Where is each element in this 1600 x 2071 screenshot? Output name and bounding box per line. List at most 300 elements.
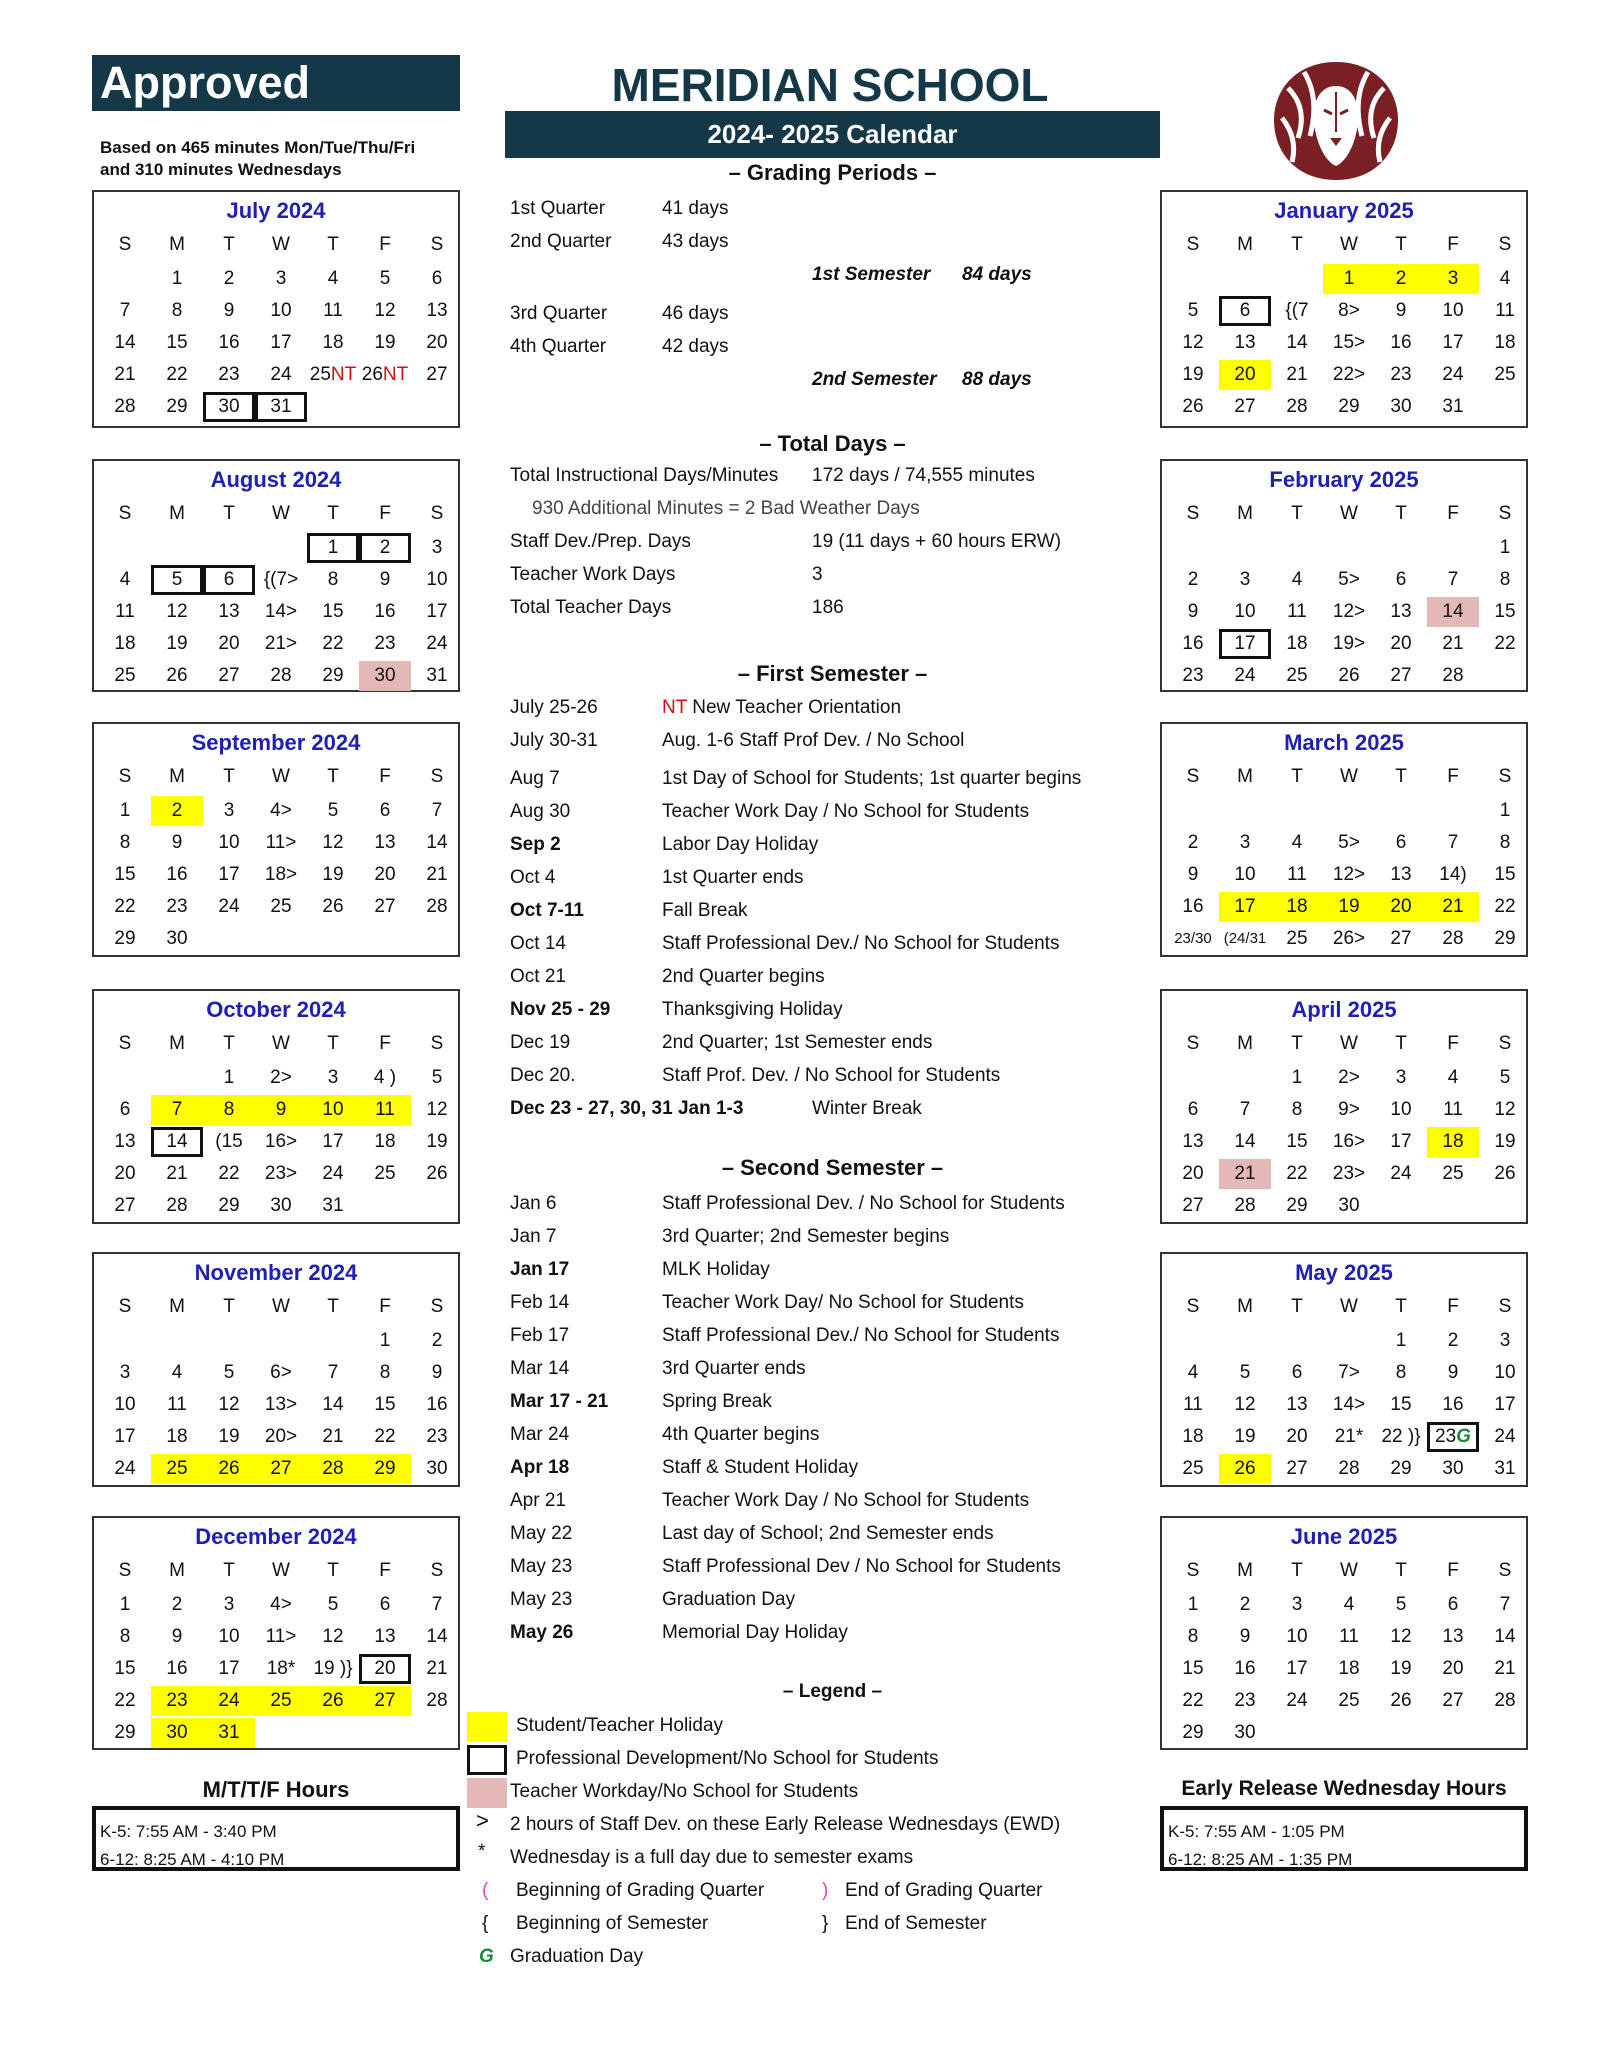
event-description: Labor Day Holiday	[662, 834, 819, 855]
day-cell: 12>	[1332, 864, 1366, 885]
day-cell: 10	[218, 832, 240, 853]
event-description: Spring Break	[662, 1391, 772, 1412]
day-cell: 1	[119, 1594, 131, 1615]
weekday-header: S	[118, 1296, 132, 1317]
day-cell: 19	[218, 1426, 240, 1447]
day-cell: 5	[223, 1362, 235, 1383]
day-cell: 19 )}	[313, 1658, 353, 1679]
total-value: 172 days / 74,555 minutes	[812, 465, 1035, 486]
day-cell: 8	[119, 832, 131, 853]
day-cell: 28	[1338, 1458, 1360, 1479]
day-cell: 29	[1338, 396, 1360, 417]
day-cell: 10	[1234, 601, 1256, 622]
day-cell: 27	[255, 1454, 307, 1484]
day-cell: 26	[166, 665, 188, 686]
day-cell: 26>	[1332, 928, 1366, 949]
day-cell: 20>	[264, 1426, 298, 1447]
legend-holiday-swatch	[467, 1712, 507, 1742]
q1-days: 41 days	[662, 198, 729, 219]
weekday-header: T	[1395, 1296, 1407, 1317]
event-date: Apr 18	[510, 1457, 570, 1478]
day-cell: 6	[379, 800, 391, 821]
event-description: 4th Quarter begins	[662, 1424, 820, 1445]
day-cell: 20	[359, 1654, 411, 1684]
day-cell: 29	[166, 396, 188, 417]
day-cell: 29	[1286, 1195, 1308, 1216]
day-cell: 14	[1427, 597, 1479, 627]
day-cell: 1	[119, 800, 131, 821]
weekday-header: S	[1186, 503, 1200, 524]
day-cell: 16	[1182, 896, 1204, 917]
day-cell: 16	[426, 1394, 448, 1415]
day-cell: 27	[374, 896, 396, 917]
day-cell: 23	[166, 896, 188, 917]
month-title: February 2025	[1269, 467, 1419, 492]
legend-close-paren-symbol: )	[822, 1880, 829, 1901]
day-cell: 5	[1499, 1067, 1511, 1088]
month-july-2024	[92, 190, 460, 428]
weekday-header: M	[169, 766, 185, 787]
day-cell: 8>	[1338, 300, 1360, 321]
erw-k5: K-5: 7:55 AM - 1:05 PM	[1168, 1822, 1345, 1841]
weekday-header: S	[1186, 234, 1200, 255]
month-march-2025	[1160, 722, 1528, 957]
day-cell: 23G	[1427, 1422, 1479, 1452]
month-august-2024	[92, 459, 460, 692]
day-cell: 4	[1343, 1594, 1355, 1615]
day-cell: 30	[166, 928, 188, 949]
weekday-header: T	[223, 1560, 235, 1581]
weekday-header: W	[272, 1560, 290, 1581]
event-date: Dec 19	[510, 1032, 571, 1053]
day-cell: 2	[223, 268, 235, 289]
day-cell: 7	[1499, 1594, 1511, 1615]
day-cell: 26NT	[361, 364, 409, 385]
day-cell: 9	[1187, 864, 1199, 885]
weekday-header: T	[1291, 766, 1303, 787]
erw-hours-title: Early Release Wednesday Hours	[1181, 1777, 1507, 1800]
day-cell: 22	[1494, 896, 1516, 917]
weekday-header: F	[1447, 1296, 1459, 1317]
day-cell: 28	[1442, 665, 1464, 686]
legend-begin-quarter: Beginning of Grading Quarter	[516, 1880, 765, 1901]
event-description: 1st Day of School for Students; 1st quarter begins	[662, 768, 1082, 789]
day-cell: 18	[166, 1426, 188, 1447]
day-cell: 9	[171, 1626, 183, 1647]
mttf-612: 6-12: 8:25 AM - 4:10 PM	[100, 1850, 285, 1869]
event-date: May 22	[510, 1523, 573, 1544]
q3-label: 3rd Quarter	[510, 303, 608, 324]
day-cell: 15	[322, 601, 344, 622]
day-cell: 16	[218, 332, 240, 353]
day-cell: 23	[1234, 1690, 1256, 1711]
weekday-header: F	[379, 234, 391, 255]
day-cell: 7	[119, 300, 131, 321]
basis-line1: Based on 465 minutes Mon/Tue/Thu/Fri	[100, 138, 416, 157]
day-cell: 26	[426, 1163, 448, 1184]
weekday-header: S	[1186, 1560, 1200, 1581]
nt-marker: NT	[330, 364, 357, 385]
weekday-header: T	[327, 766, 339, 787]
weekday-header: S	[1186, 1296, 1200, 1317]
day-cell: 26	[203, 1454, 255, 1484]
day-cell: 17	[1286, 1658, 1308, 1679]
day-cell: 9	[255, 1095, 307, 1125]
day-cell: 19	[1182, 364, 1204, 385]
event-description: 2nd Quarter begins	[662, 966, 825, 987]
weekday-header: W	[1340, 1296, 1358, 1317]
total-label: Teacher Work Days	[510, 564, 676, 585]
event-date: Feb 14	[510, 1292, 570, 1313]
day-cell: 10	[307, 1095, 359, 1125]
day-cell: 25	[1494, 364, 1516, 385]
day-cell: 20	[1390, 633, 1412, 654]
day-cell: 9>	[1338, 1099, 1360, 1120]
calendar-title: 2024- 2025 Calendar	[505, 111, 1160, 158]
nt-marker: NT	[662, 697, 687, 718]
minutes-basis	[100, 137, 415, 181]
day-cell: 18	[1494, 332, 1516, 353]
weekday-header: T	[1395, 1560, 1407, 1581]
day-cell: 3	[327, 1067, 339, 1088]
day-cell: 3	[223, 800, 235, 821]
day-cell: 27	[1234, 396, 1256, 417]
day-cell: 4	[1499, 268, 1511, 289]
day-cell: 1	[379, 1330, 391, 1351]
day-cell: 23	[374, 633, 396, 654]
day-cell: 8	[171, 300, 183, 321]
day-cell: 3	[1291, 1594, 1303, 1615]
event-description: MLK Holiday	[662, 1259, 770, 1280]
weekday-header: S	[1498, 234, 1512, 255]
weekday-header: M	[1237, 1296, 1253, 1317]
month-title: June 2025	[1290, 1524, 1398, 1549]
day-cell: 7	[431, 1594, 443, 1615]
day-cell: 2>	[270, 1067, 292, 1088]
day-cell: 23	[218, 364, 240, 385]
day-cell: 9	[223, 300, 235, 321]
day-cell: 11	[1183, 1394, 1203, 1415]
weekday-header: F	[379, 1560, 391, 1581]
weekday-header: T	[327, 1560, 339, 1581]
day-cell: 21	[1219, 1159, 1271, 1189]
day-cell: 30	[1338, 1195, 1360, 1216]
day-cell: 11>	[265, 1626, 297, 1647]
weekday-header: F	[379, 766, 391, 787]
day-cell: 15	[1390, 1394, 1412, 1415]
day-cell: 8	[1395, 1362, 1407, 1383]
weekday-header: S	[430, 503, 444, 524]
event-date: Dec 20.	[510, 1065, 576, 1086]
day-cell: 13	[1182, 1131, 1204, 1152]
day-cell: 31	[1442, 396, 1464, 417]
day-cell: 13	[426, 300, 448, 321]
day-cell: 20	[1375, 892, 1427, 922]
event-description: Thanksgiving Holiday	[662, 999, 843, 1020]
day-cell: 12	[426, 1099, 448, 1120]
day-cell: 27	[1286, 1458, 1308, 1479]
event-date: Apr 21	[510, 1490, 566, 1511]
day-cell: 2	[1447, 1330, 1459, 1351]
mttf-hours-box	[92, 1806, 460, 1871]
day-cell: 5	[151, 565, 203, 595]
day-cell: 2	[1187, 569, 1199, 590]
day-cell: 10	[1390, 1099, 1412, 1120]
day-cell: 19	[322, 864, 344, 885]
total-value: 19 (11 days + 60 hours ERW)	[812, 531, 1062, 552]
day-cell: 12	[166, 601, 188, 622]
day-cell: 24	[270, 364, 292, 385]
day-cell: 19	[1390, 1658, 1412, 1679]
month-title: August 2024	[210, 467, 342, 492]
day-cell: 28	[1234, 1195, 1256, 1216]
day-cell: 11	[167, 1394, 187, 1415]
day-cell: 18*	[266, 1658, 296, 1679]
day-cell: 1	[1395, 1330, 1407, 1351]
event-date: July 25-26	[510, 697, 598, 718]
day-cell: 9	[1187, 601, 1199, 622]
weekday-header: W	[272, 766, 290, 787]
day-cell: 25	[270, 896, 292, 917]
day-cell: 26	[1494, 1163, 1516, 1184]
weekday-header: W	[272, 234, 290, 255]
weekday-header: S	[1186, 1033, 1200, 1054]
day-cell: 23	[1390, 364, 1412, 385]
weekday-header: T	[1291, 1560, 1303, 1581]
day-cell: 6	[1395, 569, 1407, 590]
day-cell: 20	[114, 1163, 136, 1184]
day-cell: 16	[374, 601, 396, 622]
day-cell: 13	[1442, 1626, 1464, 1647]
day-cell: 26	[1338, 665, 1360, 686]
day-cell: 8	[203, 1095, 255, 1125]
weekday-header: S	[430, 1560, 444, 1581]
day-cell: 10	[1442, 300, 1464, 321]
event-date: Mar 17 - 21	[510, 1391, 609, 1412]
day-cell: 14)	[1439, 864, 1467, 885]
day-cell: 24	[1494, 1426, 1516, 1447]
event-date: Sep 2	[510, 834, 561, 855]
weekday-header: T	[1291, 503, 1303, 524]
weekday-header: F	[1447, 1560, 1459, 1581]
day-cell: 11	[1339, 1626, 1359, 1647]
day-cell: 10	[270, 300, 292, 321]
day-cell: 27	[359, 1686, 411, 1716]
month-october-2024	[92, 989, 460, 1224]
day-cell: 24	[1286, 1690, 1308, 1711]
event-date: Aug 7	[510, 768, 560, 789]
day-cell: 1	[1323, 264, 1375, 294]
weekday-header: F	[1447, 766, 1459, 787]
day-cell: 17	[218, 1658, 240, 1679]
day-cell: 21	[1286, 364, 1308, 385]
day-cell: 26	[1182, 396, 1204, 417]
q3-days: 46 days	[662, 303, 729, 324]
day-cell: 17	[322, 1131, 344, 1152]
month-june-2025	[1160, 1516, 1528, 1750]
day-cell: 19	[374, 332, 396, 353]
day-cell: 15	[166, 332, 188, 353]
day-cell: 1	[171, 268, 183, 289]
day-cell: 14	[151, 1127, 203, 1157]
day-cell: 13>	[264, 1394, 298, 1415]
weekday-header: M	[169, 1033, 185, 1054]
day-cell: 30	[270, 1195, 292, 1216]
day-cell: 9	[171, 832, 183, 853]
day-cell: 8	[379, 1362, 391, 1383]
day-cell: 30	[1442, 1458, 1464, 1479]
day-cell: 28	[1494, 1690, 1516, 1711]
day-cell: 21	[426, 1658, 448, 1679]
day-cell: 3	[431, 537, 443, 558]
day-cell: 17	[426, 601, 448, 622]
day-cell: 25	[374, 1163, 396, 1184]
day-cell: 26	[322, 896, 344, 917]
weekday-header: T	[1395, 234, 1407, 255]
day-cell: 19	[1494, 1131, 1516, 1152]
event-date: Jan 6	[510, 1193, 557, 1214]
month-title: October 2024	[206, 997, 346, 1022]
day-cell: 30	[426, 1458, 448, 1479]
day-cell: 22	[322, 633, 344, 654]
day-cell: 27	[1182, 1195, 1204, 1216]
day-cell: 6	[431, 268, 443, 289]
weekday-header: W	[272, 1296, 290, 1317]
first-semester-title: – First Semester –	[737, 661, 928, 686]
legend-close-brace-symbol: }	[822, 1913, 829, 1934]
day-cell: 10	[426, 569, 448, 590]
day-cell: 13	[1234, 332, 1256, 353]
event-date: Mar 14	[510, 1358, 570, 1379]
weekday-header: W	[1340, 503, 1358, 524]
weekday-header: M	[1237, 234, 1253, 255]
day-cell: 4>	[270, 800, 292, 821]
weekday-header: S	[430, 1296, 444, 1317]
day-cell: 29	[1390, 1458, 1412, 1479]
event-date: Oct 7-11	[510, 900, 584, 921]
day-cell: 2	[1375, 264, 1427, 294]
day-cell: 29	[218, 1195, 240, 1216]
day-cell: 21*	[1334, 1426, 1364, 1447]
legend-ewd: 2 hours of Staff Dev. on these Early Release Wednesdays (EWD)	[510, 1814, 1061, 1835]
q1-label: 1st Quarter	[510, 198, 606, 219]
day-cell: 16	[1234, 1658, 1256, 1679]
weekday-header: T	[223, 1033, 235, 1054]
day-cell: 14>	[264, 601, 298, 622]
weekday-header: W	[1340, 1560, 1358, 1581]
weekday-header: M	[169, 1560, 185, 1581]
event-description: NT New Teacher Orientation	[662, 697, 902, 718]
weekday-header: S	[1498, 503, 1512, 524]
day-cell: 12	[1234, 1394, 1256, 1415]
day-cell: 20	[1219, 360, 1271, 390]
legend-title: – Legend –	[782, 1681, 883, 1702]
legend-workday-swatch	[467, 1778, 507, 1808]
school-name: MERIDIAN SCHOOL	[611, 59, 1049, 111]
weekday-header: S	[118, 766, 132, 787]
day-cell: 20	[374, 864, 396, 885]
day-cell: 20	[1286, 1426, 1308, 1447]
erw-hours-box	[1160, 1806, 1528, 1871]
day-cell: 13	[374, 1626, 396, 1647]
legend-gt-symbol: >	[476, 1808, 489, 1833]
legend-g-symbol: G	[479, 1946, 494, 1967]
day-cell: 22	[166, 364, 188, 385]
day-cell: 8	[119, 1626, 131, 1647]
day-cell: 12	[1390, 1626, 1412, 1647]
mttf-hours-title: M/T/T/F Hours	[202, 1777, 350, 1802]
weekday-header: S	[118, 503, 132, 524]
event-description: Staff & Student Holiday	[662, 1457, 859, 1478]
mttf-k5: K-5: 7:55 AM - 3:40 PM	[100, 1822, 277, 1841]
day-cell: 2	[431, 1330, 443, 1351]
month-title: January 2025	[1274, 198, 1414, 223]
day-cell: 16	[1442, 1394, 1464, 1415]
day-cell: 14	[1286, 332, 1308, 353]
day-cell: 28	[1286, 396, 1308, 417]
day-cell: 22	[114, 896, 136, 917]
day-cell: 23	[426, 1426, 448, 1447]
weekday-header: T	[327, 1296, 339, 1317]
day-cell: 6	[1291, 1362, 1303, 1383]
day-cell: 22>	[1332, 364, 1366, 385]
day-cell: 1	[1291, 1067, 1303, 1088]
day-cell: 12	[374, 300, 396, 321]
weekday-header: S	[1498, 1033, 1512, 1054]
weekday-header: T	[327, 234, 339, 255]
day-cell: 6	[379, 1594, 391, 1615]
day-cell: 17	[1219, 892, 1271, 922]
weekday-header: F	[1447, 503, 1459, 524]
day-cell: 11	[115, 601, 135, 622]
weekday-header: S	[1498, 1296, 1512, 1317]
day-cell: 21	[1427, 892, 1479, 922]
day-cell: 1	[1499, 800, 1511, 821]
total-value: 186	[812, 597, 844, 618]
day-cell: 4	[119, 569, 131, 590]
second-semester-title: – Second Semester –	[721, 1155, 944, 1180]
month-title: November 2024	[194, 1260, 358, 1285]
day-cell: 14	[426, 832, 448, 853]
day-cell: 1	[1187, 1594, 1199, 1615]
day-cell: 15	[114, 1658, 136, 1679]
event-description: Staff Prof. Dev. / No School for Students	[662, 1065, 1001, 1086]
event-description: Last day of School; 2nd Semester ends	[662, 1523, 994, 1544]
event-description: 3rd Quarter ends	[662, 1358, 806, 1379]
day-cell: 17	[114, 1426, 136, 1447]
day-cell: 24	[1442, 364, 1464, 385]
day-cell: 3	[223, 1594, 235, 1615]
day-cell: 26	[1390, 1690, 1412, 1711]
event-description: Teacher Work Day / No School for Students	[662, 1490, 1030, 1511]
legend-exam: Wednesday is a full day due to semester exams	[510, 1847, 914, 1868]
day-cell: 28	[426, 1690, 448, 1711]
day-cell: 6	[119, 1099, 131, 1120]
day-cell: 8	[327, 569, 339, 590]
day-cell: 24	[203, 1686, 255, 1716]
day-cell: 12>	[1332, 601, 1366, 622]
day-cell: 12	[1182, 332, 1204, 353]
event-date: Nov 25 - 29	[510, 999, 611, 1020]
s2-label: 2nd Semester	[812, 369, 937, 390]
event-date: Dec 23 - 27, 30, 31 Jan 1-3	[510, 1098, 744, 1119]
day-cell: 5>	[1338, 832, 1360, 853]
s2-days: 88 days	[962, 369, 1032, 390]
total-label: Total Teacher Days	[510, 597, 672, 618]
q4-days: 42 days	[662, 336, 729, 357]
weekday-header: F	[1447, 234, 1459, 255]
day-cell: 25	[151, 1454, 203, 1484]
